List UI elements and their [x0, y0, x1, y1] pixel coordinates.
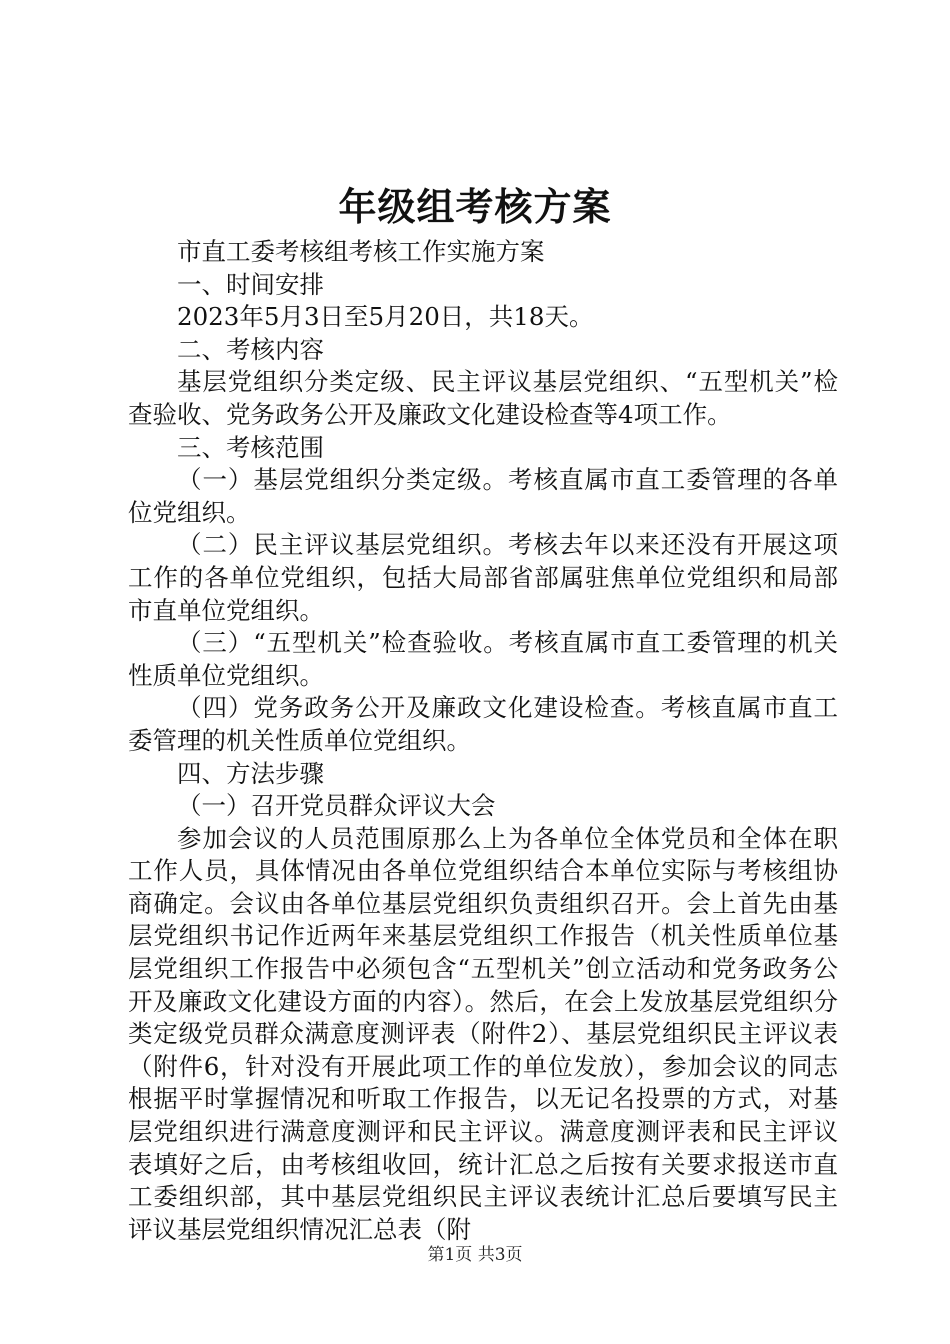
section-heading-content: 二、考核内容 — [177, 334, 324, 364]
paragraph-scope-1: （一）基层党组织分类定级。考核直属市直工委管理的各单位党组织。 — [128, 465, 838, 527]
subheading-method-1: （一）召开党员群众评议大会 — [177, 791, 496, 821]
document-body — [128, 236, 838, 1246]
section-heading-schedule: 一、时间安排 — [177, 269, 324, 299]
paragraph-subtitle: 市直工委考核组考核工作实施方案 — [177, 237, 545, 266]
paragraph-scope-3: （三）“五型机关”检查验收。考核直属市直工委管理的机关性质单位党组织。 — [128, 628, 838, 690]
paragraph-scope-2: （二）民主评议基层党组织。考核去年以来还没有开展这项工作的各单位党组织，包括大局部省部属驻焦单位党组织和局部市直单位党组织。 — [128, 530, 838, 625]
section-heading-scope: 三、考核范围 — [177, 432, 324, 462]
paragraph-content: 基层党组织分类定级、民主评议基层党组织、“五型机关”检查验收、党务政务公开及廉政文化建设检查等4项工作。 — [128, 367, 838, 429]
section-heading-method: 四、方法步骤 — [177, 758, 324, 788]
paragraph-schedule: 2023年5月3日至5月20日，共18天。 — [177, 302, 594, 332]
page-number: 第1页 共3页 — [427, 1245, 523, 1265]
paragraph-method-1: 参加会议的人员范围原那么上为各单位全体党员和全体在职工作人员，具体情况由各单位党组织结合本单位实际与考核组协商确定。会议由各单位基层党组织负责组织召开。会上首先由基层党组织书记作近两年来基层党组织工作报告（机关性质单位基层党组织工作报告中必须包含“五型机关”创立活动和党务政务公开及廉政文化建设方面的内容）。然后，在会上发放基层党组织分类定级党员群众满意度测评表（附件2）、基层党组织民主评议表（附件6，针对没有开展此项工作的单位发放），参加会议的同志根据平时掌握情况和听取工作报告，以无记名投票的方式，对基层党组织进行满意度测评和民主评议。满意度测评表和民主评议表填好之后，由考核组收回，统计汇总之后按有关要求报送市直工委组织部，其中基层党组织民主评议表统计汇总后要填写民主评议基层党组织情况汇总表（附 — [128, 823, 838, 1244]
document-title: 年级组考核方案 — [338, 184, 612, 229]
paragraph-scope-4: （四）党务政务公开及廉政文化建设检查。考核直属市直工委管理的机关性质单位党组织。 — [128, 693, 838, 755]
